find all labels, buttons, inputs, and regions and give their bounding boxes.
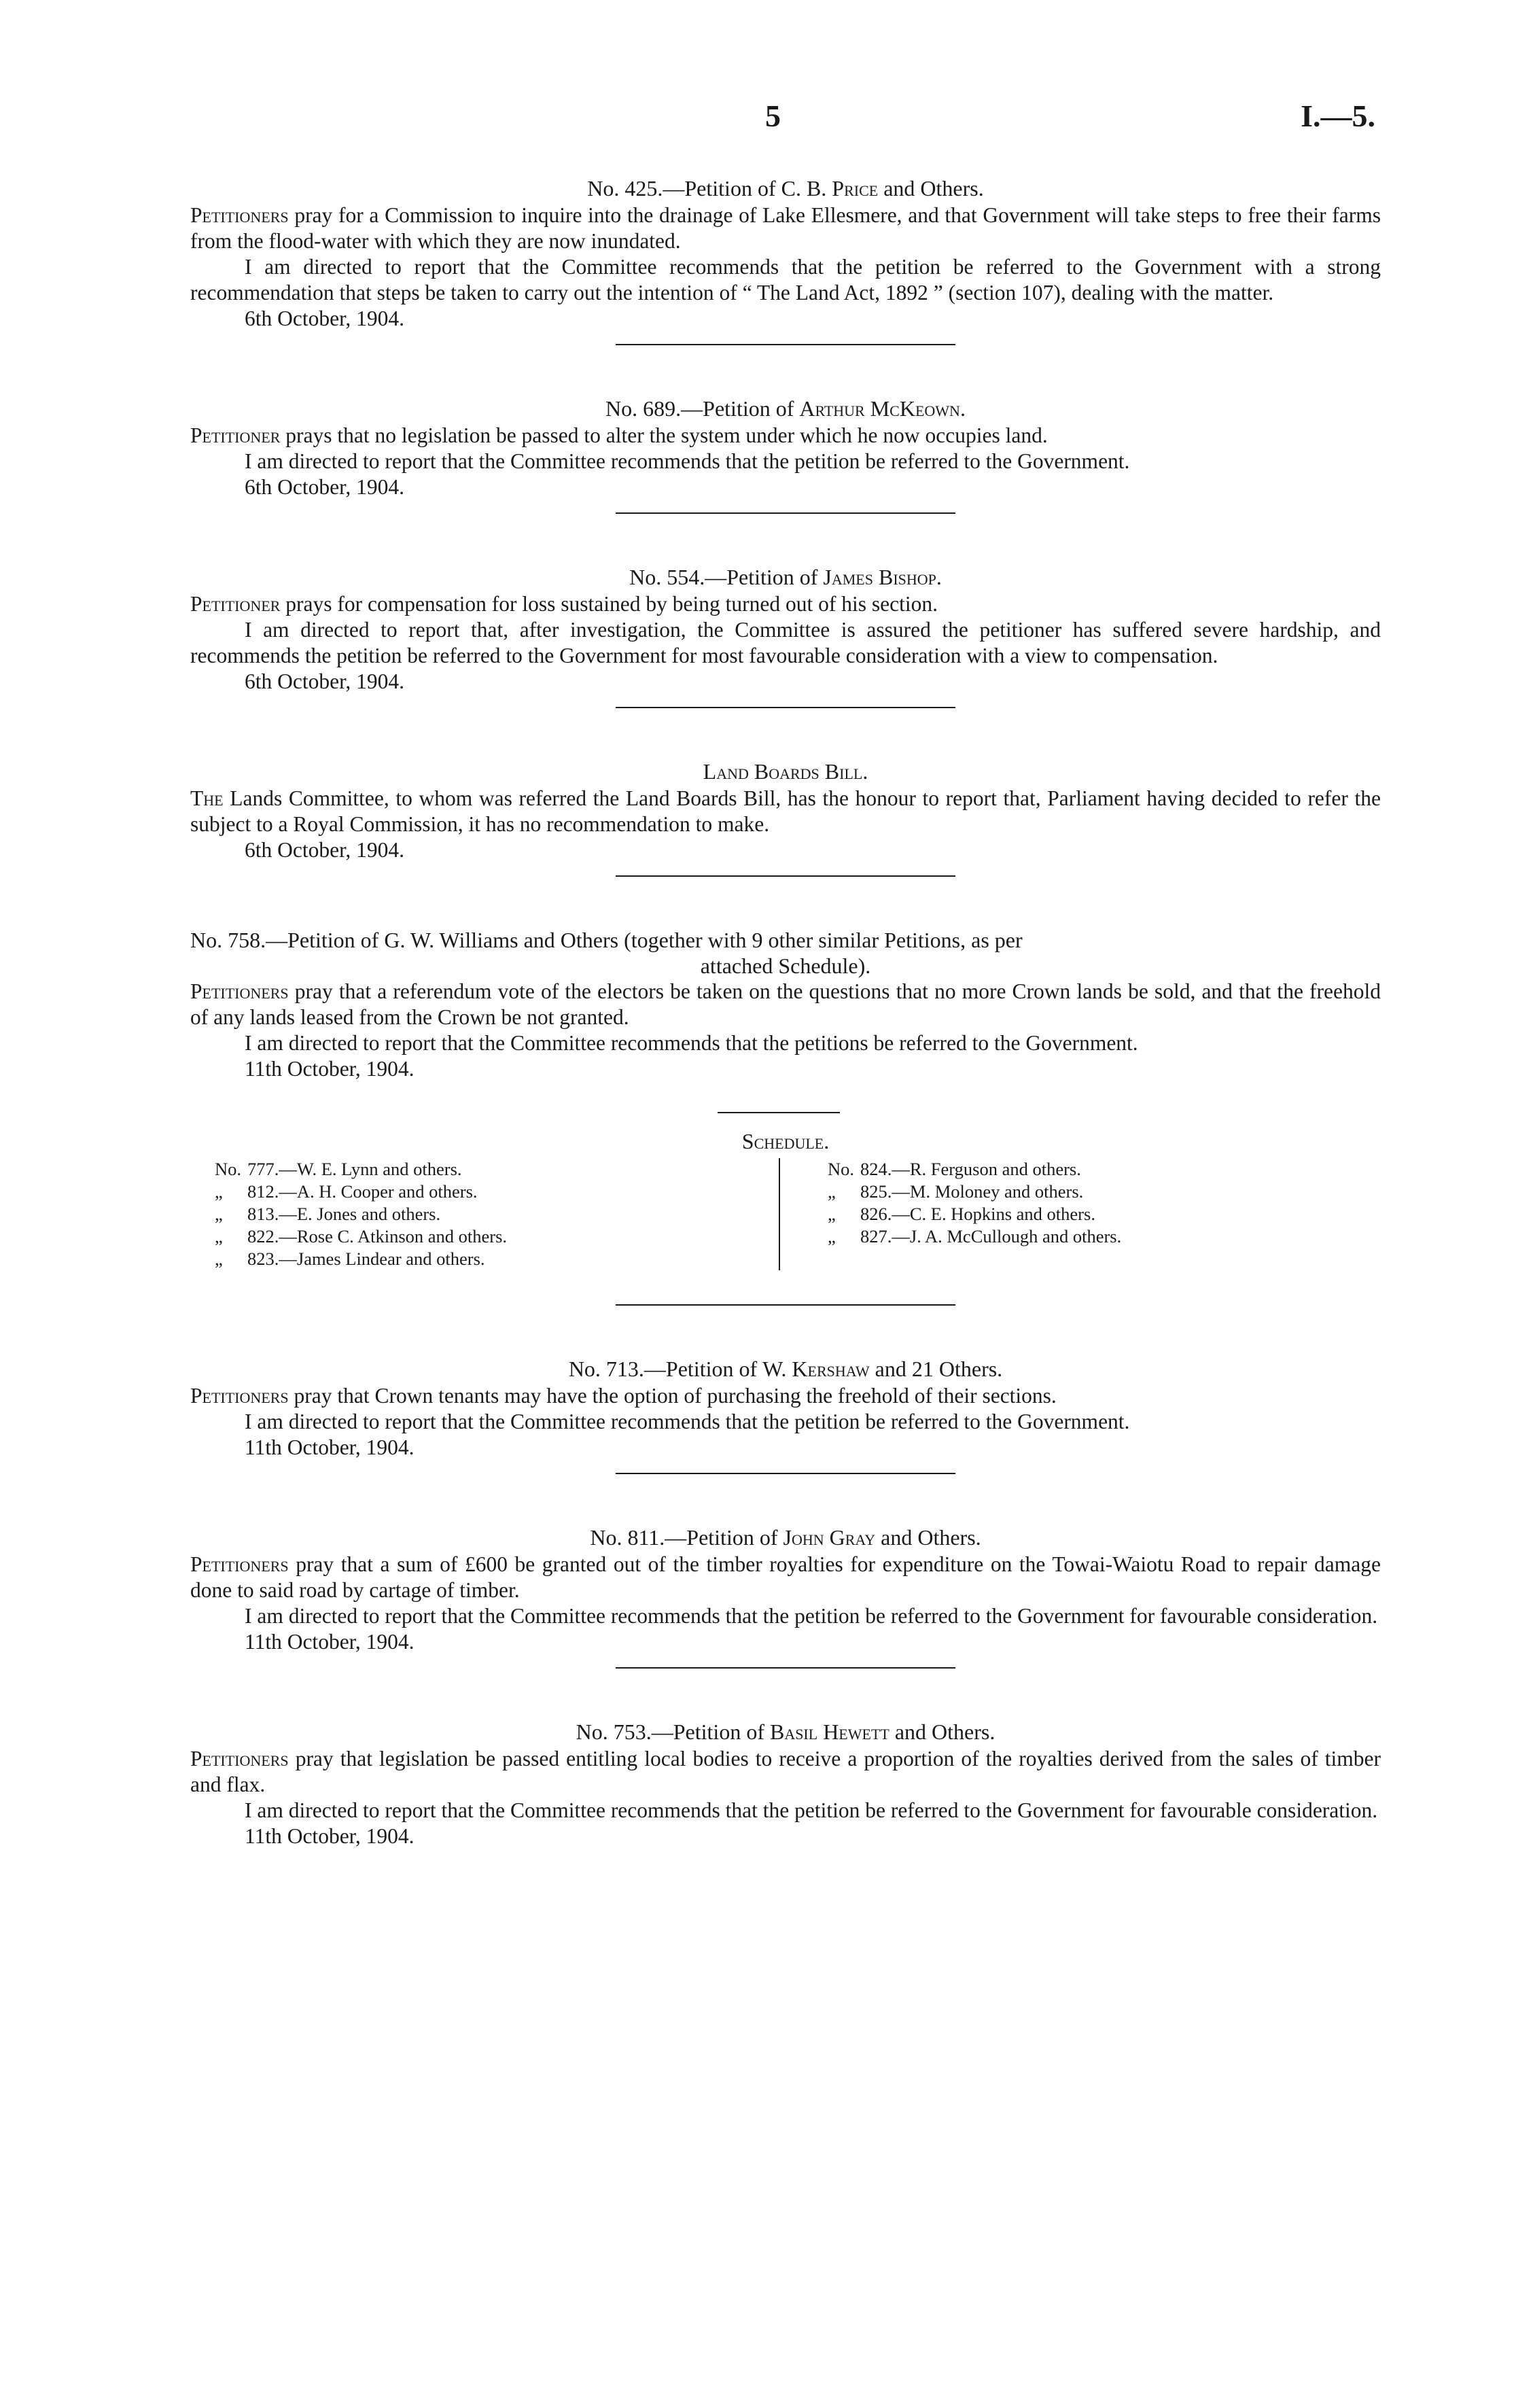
report-date: 11th October, 1904. [245,1057,415,1081]
report-date: 6th October, 1904. [245,307,404,330]
petition-689 [190,396,1381,514]
petition-heading: No. 425.—Petition of C. B. Price and Others. [587,176,984,200]
report-date: 11th October, 1904. [245,1630,415,1654]
petition-text: Petitioner prays that no legislation be passed to alter the system under which he now occupies land. [190,423,1048,447]
petition-713 [190,1356,1381,1474]
committee-report: I am directed to report that the Committee recommends that the petition be referred to the Government. [245,1410,1130,1433]
bill-text: The Lands Committee, to whom was referred the Land Boards Bill, has the honour to report that, Parliament having decided to refer the subject to a Royal Commission, it has no recommendation to make. [190,786,1381,836]
committee-report: I am directed to report that, after investigation, the Committee is assured the petitioner has suffered severe hardship, and recommends the petition be referred to the Government for most favourable consideration with a view to compensation. [190,618,1381,667]
divider [616,512,955,514]
committee-report: I am directed to report that the Committee recommends that the petition be referred to the Government with a strong recommendation that steps be taken to carry out the intention of “ The Land Act, 1892 ” (section 107), dealing with the matter. [190,255,1381,304]
page-reference: I.—5. [1301,99,1375,133]
petition-554 [190,564,1381,708]
schedule-entry: „ 822.—Rose C. Atkinson and others. [215,1226,508,1246]
schedule-entry: „ 812.—A. H. Cooper and others. [215,1181,478,1202]
committee-report: I am directed to report that the Committee recommends that the petition be referred to the Government. [245,449,1130,473]
petition-text: Petitioners pray that a referendum vote of the electors be taken on the questions that no more Crown lands be sold, and that the freehold of any lands leased from the Crown be not granted. [190,979,1381,1029]
schedule-title: Schedule. [741,1129,830,1153]
committee-report: I am directed to report that the Committee recommends that the petitions be referred to the Government. [245,1031,1138,1055]
bill-heading: Land Boards Bill. [703,759,868,784]
divider [718,1112,840,1113]
petition-text: Petitioners pray that legislation be passed entitling local bodies to receive a proportion of the royalties derived from the sales of timber and flax. [190,1747,1381,1796]
petition-text: Petitioners pray that a sum of £600 be granted out of the timber royalties for expenditure on the Towai-Waiotu Road to repair damage done to said road by cartage of timber. [190,1552,1381,1602]
document-body [190,175,1381,1849]
schedule-entry: „ 825.—M. Moloney and others. [828,1181,1084,1202]
divider [616,344,955,345]
divider [616,1667,955,1669]
divider [616,1473,955,1474]
petition-heading: No. 554.—Petition of James Bishop. [629,565,942,589]
petition-text: Petitioners pray that Crown tenants may have the option of purchasing the freehold of their sections. [190,1384,1057,1408]
report-date: 6th October, 1904. [245,669,404,693]
divider [616,875,955,877]
schedule-entry: No. 777.—W. E. Lynn and others. [215,1159,462,1179]
land-boards-bill [190,758,1381,877]
petition-753 [190,1719,1381,1849]
schedule-column-left [215,1158,779,1270]
petition-text: Petitioners pray for a Commission to inquire into the drainage of Lake Ellesmere, and that Government will take steps to free their farms from the flood-water with which they are now inundated. [190,203,1381,253]
schedule-entry: „ 813.—E. Jones and others. [215,1204,441,1224]
petition-811 [190,1524,1381,1669]
report-date: 6th October, 1904. [245,838,404,862]
petition-heading: No. 811.—Petition of John Gray and Others. [590,1525,981,1550]
petition-text: Petitioner prays for compensation for loss sustained by being turned out of his section. [190,592,938,616]
petition-heading: No. 713.—Petition of W. Kershaw and 21 Others. [568,1357,1003,1381]
divider [616,707,955,708]
schedule-entry: „ 826.—C. E. Hopkins and others. [828,1204,1095,1224]
petition-heading: No. 753.—Petition of Basil Hewett and Others. [576,1720,995,1744]
schedule-table [215,1158,1261,1270]
committee-report: I am directed to report that the Committee recommends that the petition be referred to the Government for favourable consideration. [245,1798,1378,1822]
report-date: 11th October, 1904. [245,1824,415,1848]
petition-425 [190,175,1381,345]
petition-heading: No. 758.—Petition of G. W. Williams and Others (together with 9 other similar Petitions, as per attached Schedule). [190,928,1023,978]
schedule-column-right [779,1158,1121,1270]
schedule-entry: No. 824.—R. Ferguson and others. [828,1159,1081,1179]
petition-758 [190,927,1381,1306]
petition-heading: No. 689.—Petition of Arthur McKeown. [605,396,966,421]
schedule-entry: „ 827.—J. A. McCullough and others. [828,1226,1122,1246]
divider [616,1304,955,1306]
report-date: 6th October, 1904. [245,475,404,499]
page-number: 5 [765,99,781,133]
schedule-entry: „ 823.—James Lindear and others. [215,1249,485,1269]
report-date: 11th October, 1904. [245,1435,415,1459]
committee-report: I am directed to report that the Committee recommends that the petition be referred to the Government for favourable consideration. [245,1604,1378,1628]
